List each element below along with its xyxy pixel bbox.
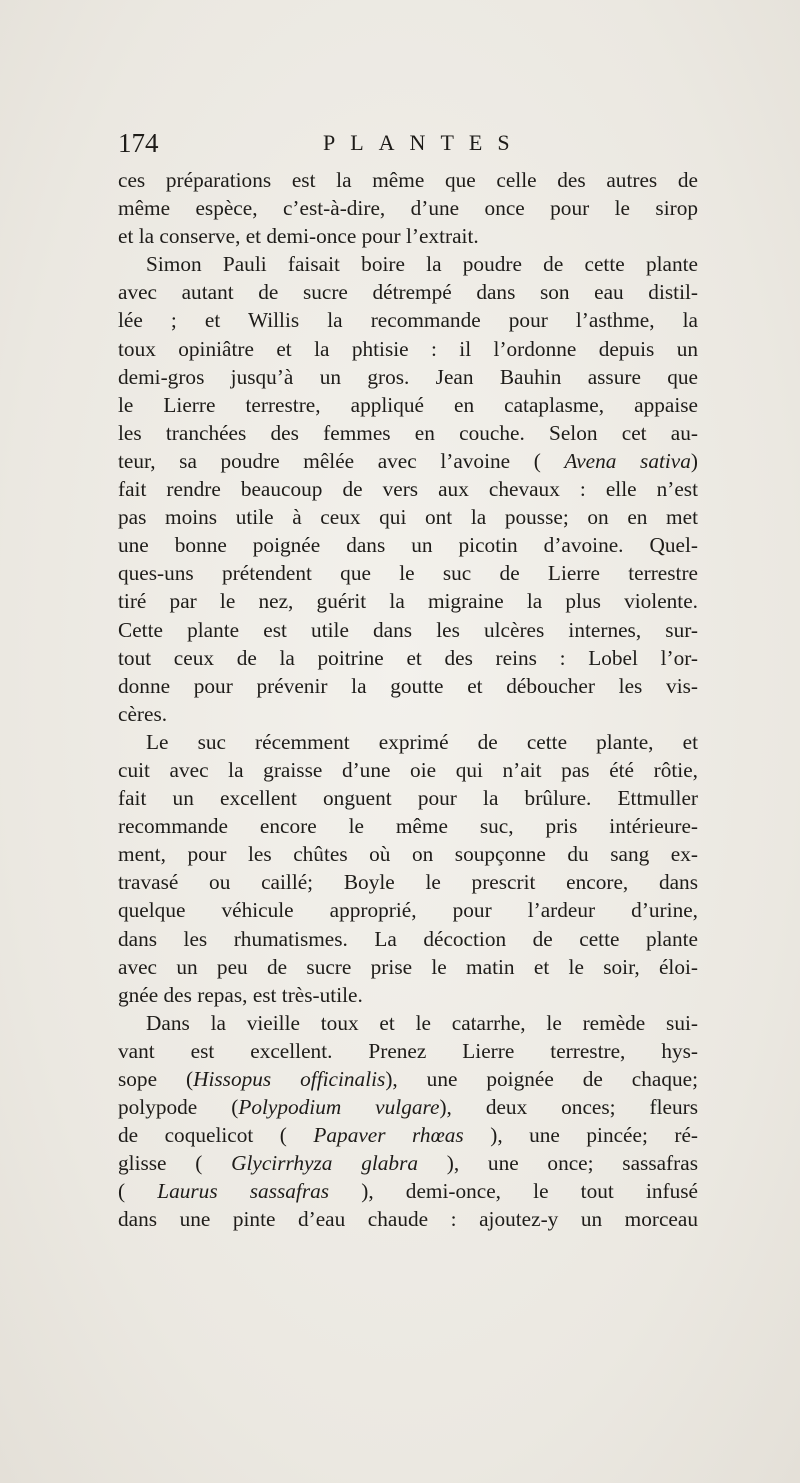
text-line: ment, pour les chûtes où on soupçonne du sang ex- — [118, 842, 698, 867]
text-line: fait un excellent onguent pour la brûlure. Ettmuller — [118, 786, 698, 811]
text-line: dans les rhumatismes. La décoction de cette plante — [118, 926, 698, 951]
text-line: donne pour prévenir la goutte et déboucher les vis- — [118, 673, 698, 698]
text-line: Le suc récemment exprimé de cette plante, et — [146, 729, 698, 754]
text-line: tiré par le nez, guérit la migraine la plus violente. — [118, 589, 698, 614]
text-line — [118, 1121, 698, 1149]
text-segment: ( — [118, 1179, 158, 1204]
page-header — [118, 128, 698, 164]
body-text — [118, 166, 698, 1234]
text-line: demi-gros jusqu’à un gros. Jean Bauhin assure que — [118, 364, 698, 389]
text-segment: ), une pincée; ré- — [463, 1123, 698, 1148]
text-segment: ), demi-once, le tout infusé — [329, 1179, 698, 1204]
text-line: les tranchées des femmes en couche. Selon cet au- — [118, 420, 698, 445]
text-line: toux opiniâtre et la phtisie : il l’ordonne depuis un — [118, 336, 698, 361]
latin-name: Hissopus officinalis — [193, 1067, 386, 1091]
text-line — [118, 1177, 698, 1205]
text-segment: ), deux onces; fleurs — [439, 1095, 698, 1120]
latin-name: Laurus sassafras — [157, 1179, 330, 1204]
text-segment: polypode ( — [118, 1095, 239, 1120]
text-line: une bonne poignée dans un picotin d’avoine. Quel- — [118, 533, 698, 558]
text-line: recommande encore le même suc, pris intérieure- — [118, 814, 698, 839]
text-line: tout ceux de la poitrine et des reins : Lobel l’or- — [118, 645, 698, 670]
text-line: Dans la vieille toux et le catarrhe, le remède sui- — [146, 1010, 698, 1035]
latin-name: Papaver rhœas — [313, 1123, 464, 1148]
text-line: avec autant de sucre détrempé dans son eau distil- — [118, 280, 698, 305]
text-line: fait rendre beaucoup de vers aux chevaux : elle n’est — [118, 477, 698, 502]
text-line: Simon Pauli faisait boire la poudre de cette plante — [146, 252, 698, 277]
text-line: vant est excellent. Prenez Lierre terrestre, hys- — [118, 1038, 698, 1063]
text-line: même espèce, c’est-à-dire, d’une once pour le sirop — [118, 196, 698, 221]
text-line: le Lierre terrestre, appliqué en cataplasme, appaise — [118, 392, 698, 417]
text-line: travasé ou caillé; Boyle le prescrit encore, dans — [118, 870, 698, 895]
text-line: et la conserve, et demi-once pour l’extrait. — [118, 224, 479, 249]
text-segment: glisse ( — [118, 1151, 232, 1176]
text-line: lée ; et Willis la recommande pour l’asthme, la — [118, 308, 698, 333]
text-segment: ), une poignée de chaque; — [385, 1067, 698, 1091]
text-line: ces préparations est la même que celle des autres de — [118, 168, 698, 192]
latin-name: Avena sativa — [564, 448, 691, 473]
text-line: cères. — [118, 701, 168, 726]
text-line: gnée des repas, est très-utile. — [118, 982, 363, 1007]
text-line: cuit avec la graisse d’une oie qui n’ait pas été rôtie, — [118, 757, 698, 782]
latin-name: Polypodium vulgare — [238, 1095, 440, 1120]
text-line — [118, 1065, 698, 1093]
text-segment: ) — [690, 448, 698, 473]
text-segment: ), une once; sassafras — [418, 1151, 698, 1176]
text-line: avec un peu de sucre prise le matin et le soir, éloi- — [118, 954, 698, 979]
text-line: dans une pinte d’eau chaude : ajoutez-y un morceau — [118, 1207, 698, 1232]
text-line: Cette plante est utile dans les ulcères internes, sur- — [118, 617, 698, 642]
text-line — [118, 1093, 698, 1121]
text-line — [118, 447, 698, 475]
text-segment: teur, sa poudre mêlée avec l’avoine ( — [118, 448, 565, 473]
text-line — [118, 1149, 698, 1177]
running-head: PLANTES — [323, 130, 525, 155]
text-segment: de coquelicot ( — [118, 1123, 314, 1148]
text-line: ques-uns prétendent que le suc de Lierre terrestre — [118, 561, 698, 586]
text-line: pas moins utile à ceux qui ont la pousse; on en met — [118, 505, 698, 530]
page-number: 174 — [118, 128, 159, 158]
text-line: quelque véhicule approprié, pour l’ardeur d’urine, — [118, 898, 698, 923]
latin-name: Glycirrhyza glabra — [231, 1151, 419, 1176]
text-segment: sope ( — [118, 1067, 194, 1091]
